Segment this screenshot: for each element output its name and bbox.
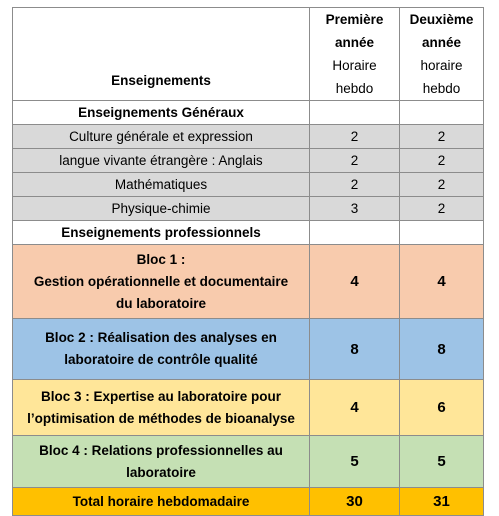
header-premiere-annee: Première année Horaire hebdo [310,8,400,101]
total-year1: 30 [310,488,400,516]
total-label: Total horaire hebdomadaire [13,488,310,516]
subject-label: langue vivante étrangère : Anglais [13,149,310,173]
bloc-label: Bloc 2 : Réalisation des analyses en laboratoire de contrôle qualité [13,319,310,380]
table-row [13,173,484,197]
hours-year2: 2 [400,197,484,221]
bloc-row [13,319,484,380]
total-row [13,488,484,516]
hours-year2: 2 [400,149,484,173]
section-professionnels-row [13,221,484,245]
table-row [13,149,484,173]
hours-year2: 5 [400,436,484,488]
total-year2: 31 [400,488,484,516]
bloc-label: Bloc 4 : Relations professionnelles au laboratoire [13,436,310,488]
hours-year1: 5 [310,436,400,488]
hours-year2: 6 [400,380,484,436]
hours-year1: 3 [310,197,400,221]
hours-year1: 4 [310,245,400,319]
table-row [13,125,484,149]
teaching-hours-table [12,7,484,516]
hours-year1: 2 [310,125,400,149]
subject-label: Culture générale et expression [13,125,310,149]
hours-year1: 2 [310,149,400,173]
section-professionnels-label: Enseignements professionnels [13,221,310,245]
hours-year2: 2 [400,125,484,149]
hours-year1: 8 [310,319,400,380]
hours-year2: 4 [400,245,484,319]
hours-year1: 4 [310,380,400,436]
bloc-label: Bloc 1 : Gestion opérationnelle et documentaire du laboratoire [13,245,310,319]
section-generaux-row [13,101,484,125]
bloc-row [13,245,484,319]
bloc-row [13,436,484,488]
bloc-row [13,380,484,436]
header-deuxieme-annee: Deuxième année horaire hebdo [400,8,484,101]
bloc-label: Bloc 3 : Expertise au laboratoire pour l’optimisation de méthodes de bioanalyse [13,380,310,436]
header-enseignements: Enseignements [13,8,310,101]
hours-year2: 8 [400,319,484,380]
table-row [13,197,484,221]
hours-year2: 2 [400,173,484,197]
section-generaux-label: Enseignements Généraux [13,101,310,125]
subject-label: Mathématiques [13,173,310,197]
hours-year1: 2 [310,173,400,197]
subject-label: Physique-chimie [13,197,310,221]
header-row [13,8,484,101]
